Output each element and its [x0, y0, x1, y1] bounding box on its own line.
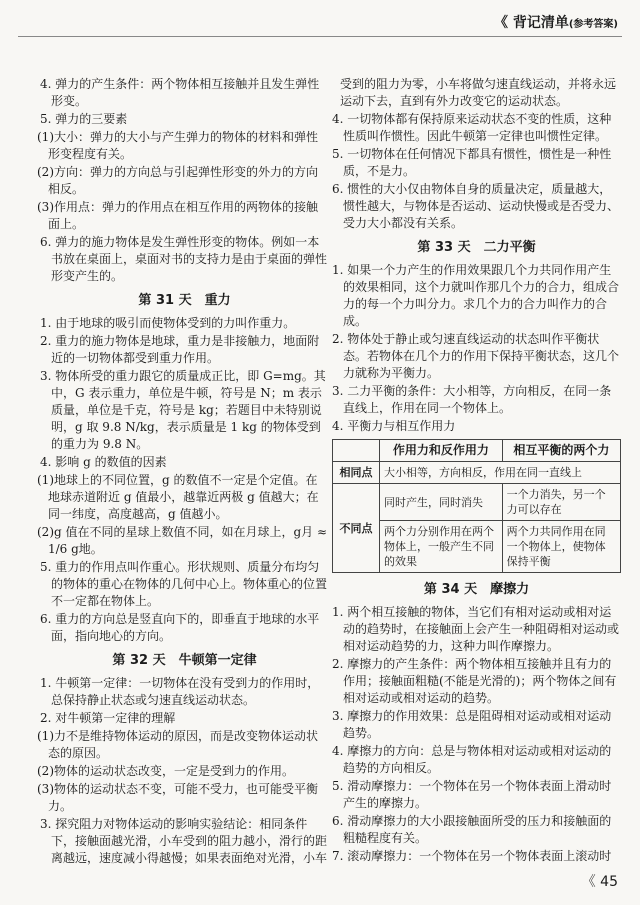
text-item: 6. 重力的方向总是竖直向下的，即垂直于地球的水平面，指向地心的方向。	[40, 612, 320, 643]
table-diff-a2: 两个力分别作用在两个物体上，一般产生不同的效果	[380, 521, 503, 573]
right-column-top	[332, 76, 621, 435]
text-item: 6. 滑动摩擦力的大小跟接触面所受的压力和接触面的粗糙程度有关。	[332, 814, 612, 845]
text-item: (1)大小：弹力的大小与产生弹力的物体的材料和弹性形变程度有关。	[37, 130, 319, 161]
table-diff-b1: 一个力消失，另一个力可以存在	[502, 484, 620, 521]
text-item: 3. 物体所受的重力跟它的质量成正比，即 G=mg。其中，G 表示重力，单位是牛顿，符号是 N；m 表示质量，单位是千克，符号是 kg；若题目中未特别说明，g 取 9.8 N/kg，表示质量是 1 kg 的物体受到的重力为 9.8 N。	[40, 369, 326, 451]
table-diff-b2: 两个力共同作用在同一个物体上，使物体保持平衡	[502, 521, 620, 573]
text-item: 4. 影响 g 的数值的因素	[40, 455, 167, 469]
header-divider	[18, 36, 622, 37]
text-item: (2)g 值在不同的星球上数值不同，如在月球上，g月 ≈ 1/6 g地。	[37, 525, 328, 556]
text-item: (1)力不是维持物体运动的原因，而是改变物体运动状态的原因。	[37, 729, 319, 760]
table-row-diff-label: 不同点	[333, 484, 380, 573]
right-column	[332, 76, 621, 866]
text-item: 6. 弹力的施力物体是发生弹性形变的物体。例如一本书放在桌面上，桌面对书的支持力是由于桌面的弹性形变产生的。	[40, 235, 328, 283]
text-item: 1. 如果一个力产生的作用效果跟几个力共同作用产生的效果相同，这个力就叫作那几个力的合力，组成合力的每一个力叫分力。求几个力的合力叫作力的合成。	[332, 263, 620, 328]
header-title: 《 背记清单	[493, 15, 569, 31]
text-item: 4. 一切物体都有保持原来运动状态不变的性质，这种性质叫作惯性。因此牛顿第一定律也叫惯性定律。	[332, 112, 612, 143]
text-item: 5. 一切物体在任何情况下都具有惯性，惯性是一种性质，不是力。	[332, 147, 612, 178]
text-item: 5. 弹力的三要素	[40, 112, 128, 126]
text-item: 3. 摩擦力的作用效果：总是阻碍相对运动或相对运动趋势。	[332, 709, 612, 740]
section-title: 第 33 天 二力平衡	[417, 240, 536, 255]
table-corner	[333, 440, 380, 462]
table-row-same-label: 相同点	[333, 462, 380, 484]
text-item: (1)地球上的不同位置，g 的数值不一定是个定值。在地球赤道附近 g 值最小，越靠近两极 g 值越大；在同一纬度，高度越高，g 值越小。	[37, 473, 319, 521]
text-item: 4. 摩擦力的方向：总是与物体相对运动或相对运动的趋势的方向相反。	[332, 744, 612, 775]
text-item: 1. 由于地球的吸引而使物体受到的力叫作重力。	[40, 316, 296, 330]
text-item: 2. 摩擦力的产生条件：两个物体相互接触并且有力的作用；接触面粗糙(不能是光滑的)；两个物体之间有相对运动或相对运动的趋势。	[332, 657, 617, 705]
text-item: 5. 重力的作用点叫作重心。形状规则、质量分布均匀的物体的重心在物体的几何中心上。物体重心的位置不一定都在物体上。	[40, 560, 328, 608]
header-subtitle: (参考答案)	[568, 19, 618, 30]
text-item: 5. 滑动摩擦力：一个物体在另一个物体表面上滑动时产生的摩擦力。	[332, 779, 612, 810]
text-item: 受到的阻力为零，小车将做匀速直线运动，并将永远运动下去，直到有外力改变它的运动状态。	[340, 77, 617, 108]
text-item: (2)方向：弹力的方向总与引起弹性形变的外力的方向相反。	[37, 165, 319, 196]
text-item: 6. 惯性的大小仅由物体自身的质量决定，质量越大，惯性越大，与物体是否运动、运动快慢或是否受力、受力大小都没有关系。	[332, 182, 620, 230]
text-item: 4. 平衡力与相互作用力	[332, 419, 456, 433]
text-item: 4. 弹力的产生条件：两个物体相互接触并且发生弹性形变。	[40, 77, 320, 108]
section-title: 第 31 天 重力	[138, 293, 231, 308]
comparison-table	[332, 439, 621, 573]
table-same-cell: 大小相等，方向相反，作用在同一直线上	[380, 462, 621, 484]
text-item: 2. 重力的施力物体是地球，重力是非接触力，地面附近的一切物体都受到重力作用。	[40, 334, 320, 365]
left-column	[37, 76, 329, 868]
page-number: 《 45	[581, 874, 618, 890]
table-header-balanced: 相互平衡的两个力	[502, 440, 620, 462]
text-item: 3. 探究阻力对物体运动的影响实验结论：相同条件下，接触面越光滑，小车受到的阻力越小，滑行的距离越远，速度减小得越慢；如果表面绝对光滑，小车	[40, 817, 328, 865]
text-item: 1. 两个相互接触的物体，当它们有相对运动或相对运动的趋势时，在接触面上会产生一种阻碍相对运动或相对运动趋势的力，这种力叫作摩擦力。	[332, 605, 620, 653]
text-item: 3. 二力平衡的条件：大小相等，方向相反，在同一条直线上，作用在同一个物体上。	[332, 384, 612, 415]
text-item: 2. 对牛顿第一定律的理解	[40, 711, 176, 725]
section-title: 第 32 天 牛顿第一定律	[112, 653, 257, 668]
text-item: 1. 牛顿第一定律：一切物体在没有受到力的作用时，总保持静止状态或匀速直线运动状态。	[40, 676, 320, 707]
section-title: 第 34 天 摩擦力	[423, 582, 530, 597]
table-diff-a1: 同时产生，同时消失	[380, 484, 503, 521]
right-column-bottom	[332, 581, 621, 865]
page-header	[494, 12, 618, 32]
text-item: 2. 物体处于静止或匀速直线运动的状态叫作平衡状态。若物体在几个力的作用下保持平衡状态，这几个力就称为平衡力。	[332, 332, 620, 380]
text-item: (3)作用点：弹力的作用点在相互作用的两物体的接触面上。	[37, 200, 319, 231]
text-item: (3)物体的运动状态不变，可能不受力，也可能受平衡力。	[37, 782, 319, 813]
table-header-action-reaction: 作用力和反作用力	[380, 440, 503, 462]
text-item: (2)物体的运动状态改变，一定是受到力的作用。	[37, 764, 294, 778]
text-item: 7. 滚动摩擦力：一个物体在另一个物体表面上滚动时	[332, 849, 612, 863]
